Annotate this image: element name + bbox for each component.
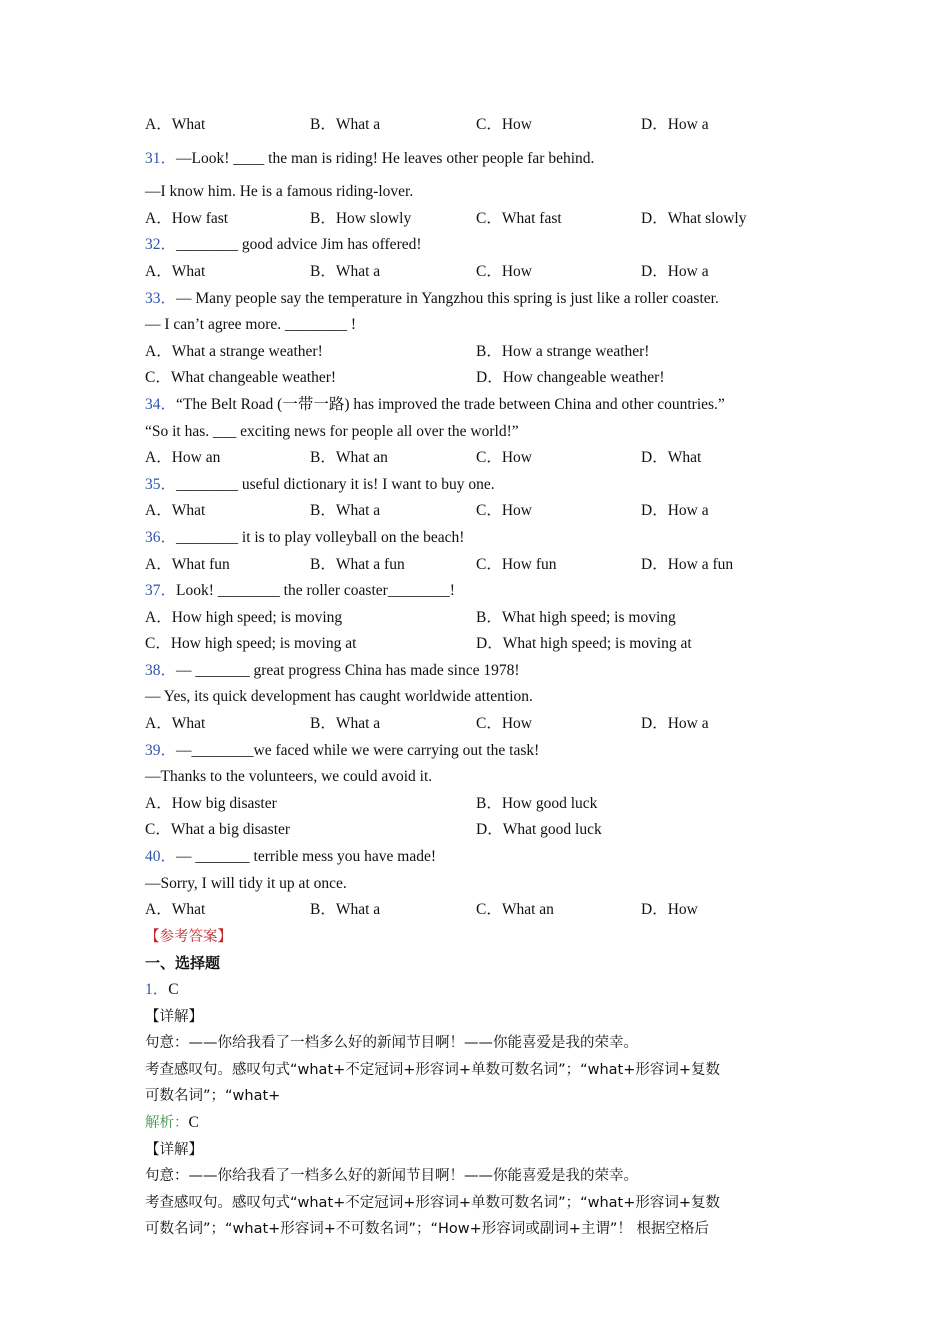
option-c: C．What changeable weather!	[145, 369, 337, 387]
question-39-stem2	[145, 764, 810, 791]
question-number: 31．	[145, 149, 177, 167]
option-d: D．How a	[641, 116, 709, 133]
option-b: B．What a fun	[310, 555, 405, 573]
option-b: B．How a strange weather!	[476, 342, 650, 360]
question-31-stem	[145, 146, 810, 173]
option-d: D．How a fun	[641, 555, 734, 573]
option-d: D．What	[641, 449, 702, 467]
question-30-options	[145, 112, 810, 139]
question-35-stem	[145, 472, 810, 499]
question-text: — Yes, its quick development has caught worldwide attention.	[145, 688, 533, 706]
option-c: C．What an	[476, 901, 554, 919]
option-d: D．How a	[641, 502, 709, 520]
question-33-stem2	[145, 312, 810, 339]
question-number: 36．	[145, 528, 177, 546]
option-c: C．How	[476, 262, 532, 280]
option-d: D．How a	[641, 262, 709, 280]
option-c: C．How fun	[476, 555, 557, 573]
question-36-stem	[145, 525, 810, 552]
question-40-options	[145, 897, 810, 924]
option-d: D．What high speed; is moving at	[476, 635, 692, 653]
question-number: 33．	[145, 289, 177, 307]
option-c: C．What fast	[476, 209, 562, 227]
option-c: C．What a big disaster	[145, 821, 291, 839]
explanation-line: 考查感叹句。感叹句式“what+不定冠词+形容词+单数可数名词”；“what+形容词+复数	[145, 1194, 721, 1211]
option-c: C．How	[476, 715, 532, 733]
analysis-line	[145, 1110, 810, 1137]
option-a: A．What	[145, 901, 206, 919]
option-b: B．How slowly	[310, 209, 412, 227]
question-text: Look! ________ the roller coaster________!	[176, 582, 455, 600]
question-34-stem2	[145, 419, 810, 446]
option-b: B．What a	[310, 502, 381, 520]
question-33-options-row1	[145, 339, 810, 366]
option-d: D．How	[641, 901, 698, 919]
answers-heading: 【参考答案】	[145, 928, 232, 945]
answer-value: C	[168, 981, 179, 998]
question-32-stem	[145, 232, 810, 259]
question-31-options	[145, 206, 810, 233]
question-number: 32．	[145, 236, 177, 254]
sentence-meaning: 句意：——你给我看了一档多么好的新闻节目啊！——你能喜爱是我的荣幸。	[145, 1035, 638, 1052]
answer-1	[145, 977, 810, 1004]
option-c: C．How	[476, 449, 532, 467]
option-a: A．What	[145, 262, 206, 280]
question-33-options-row2	[145, 365, 810, 392]
sentence-meaning: 句意：——你给我看了一档多么好的新闻节目啊！——你能喜爱是我的荣幸。	[145, 1168, 638, 1185]
question-number: 38．	[145, 661, 177, 679]
option-d: D．How changeable weather!	[476, 369, 665, 387]
question-text: —________we faced while we were carrying out the task!	[176, 741, 540, 759]
question-text: “The Belt Road (一带一路) has improved the trade between China and other countries.”	[176, 395, 725, 413]
question-text: —Sorry, I will tidy it up at once.	[145, 874, 347, 892]
analysis-value: C	[188, 1113, 199, 1131]
question-text: — Many people say the temperature in Yangzhou this spring is just like a roller coaster.	[176, 289, 719, 307]
question-number: 35．	[145, 475, 177, 493]
option-d: D．What slowly	[641, 209, 747, 227]
question-number: 34．	[145, 395, 177, 413]
question-39-options-row2	[145, 817, 810, 844]
question-35-options	[145, 498, 810, 525]
question-38-options	[145, 711, 810, 738]
question-text: ________ good advice Jim has offered!	[176, 236, 422, 254]
detail-heading: 【详解】	[145, 1141, 203, 1158]
question-40-stem2	[145, 871, 810, 898]
question-33-stem	[145, 286, 810, 313]
question-34-options	[145, 445, 810, 472]
option-a: A．What	[145, 116, 206, 133]
explanation-line: 可数名词”；“what+形容词+不可数名词”；“How+形容词或副词+主谓”！ 根据空格后	[145, 1221, 710, 1238]
section-title: 一、选择题	[145, 954, 221, 973]
document-page	[145, 112, 810, 1243]
option-a: A．What	[145, 502, 206, 520]
option-b: B．How good luck	[476, 794, 598, 812]
question-text: — _______ great progress China has made since 1978!	[176, 661, 520, 679]
explanation-line: 可数名词”；“what+	[145, 1088, 281, 1105]
option-a: A．How high speed; is moving	[145, 608, 343, 626]
question-31-stem2	[145, 179, 810, 206]
option-b: B．What high speed; is moving	[476, 608, 676, 626]
option-b: B．What an	[310, 449, 388, 467]
question-text: —Look! ____ the man is riding! He leaves other people far behind.	[176, 149, 595, 167]
answer-number: 1．	[145, 981, 169, 998]
detail-heading: 【详解】	[145, 1008, 203, 1025]
question-32-options	[145, 259, 810, 286]
question-38-stem2	[145, 684, 810, 711]
question-text: — _______ terrible mess you have made!	[176, 848, 437, 866]
question-37-options-row1	[145, 605, 810, 632]
option-b: B．What a	[310, 715, 381, 733]
question-37-stem	[145, 578, 810, 605]
question-36-options	[145, 552, 810, 579]
question-37-options-row2	[145, 631, 810, 658]
option-a: A．How fast	[145, 209, 229, 227]
question-34-stem	[145, 392, 810, 419]
option-b: B．What a	[310, 262, 381, 280]
option-c: C．How	[476, 116, 532, 133]
option-a: A．How big disaster	[145, 794, 277, 812]
option-b: B．What a	[310, 116, 381, 133]
question-text: —Thanks to the volunteers, we could avoid it.	[145, 768, 433, 786]
option-a: A．What a strange weather!	[145, 342, 323, 360]
question-text: — I can’t agree more. ________ !	[145, 316, 357, 334]
option-a: A．How an	[145, 449, 221, 467]
explanation-line: 考查感叹句。感叹句式“what+不定冠词+形容词+单数可数名词”；“what+形容词+复数	[145, 1061, 721, 1078]
option-b: B．What a	[310, 901, 381, 919]
option-d: D．What good luck	[476, 821, 602, 839]
question-38-stem	[145, 658, 810, 685]
question-text: “So it has. ___ exciting news for people all over the world!”	[145, 422, 519, 440]
question-number: 39．	[145, 741, 177, 759]
question-number: 40．	[145, 848, 177, 866]
option-a: A．What	[145, 715, 206, 733]
question-40-stem	[145, 844, 810, 871]
option-c: C．How high speed; is moving at	[145, 635, 357, 653]
question-number: 37．	[145, 582, 177, 600]
question-text: —I know him. He is a famous riding-lover.	[145, 183, 414, 201]
question-text: ________ useful dictionary it is! I want to buy one.	[176, 475, 495, 493]
option-a: A．What fun	[145, 555, 230, 573]
question-39-stem	[145, 738, 810, 765]
option-d: D．How a	[641, 715, 709, 733]
question-text: ________ it is to play volleyball on the beach!	[176, 528, 465, 546]
option-c: C．How	[476, 502, 532, 520]
analysis-label: 解析：	[145, 1114, 189, 1131]
question-39-options-row1	[145, 791, 810, 818]
